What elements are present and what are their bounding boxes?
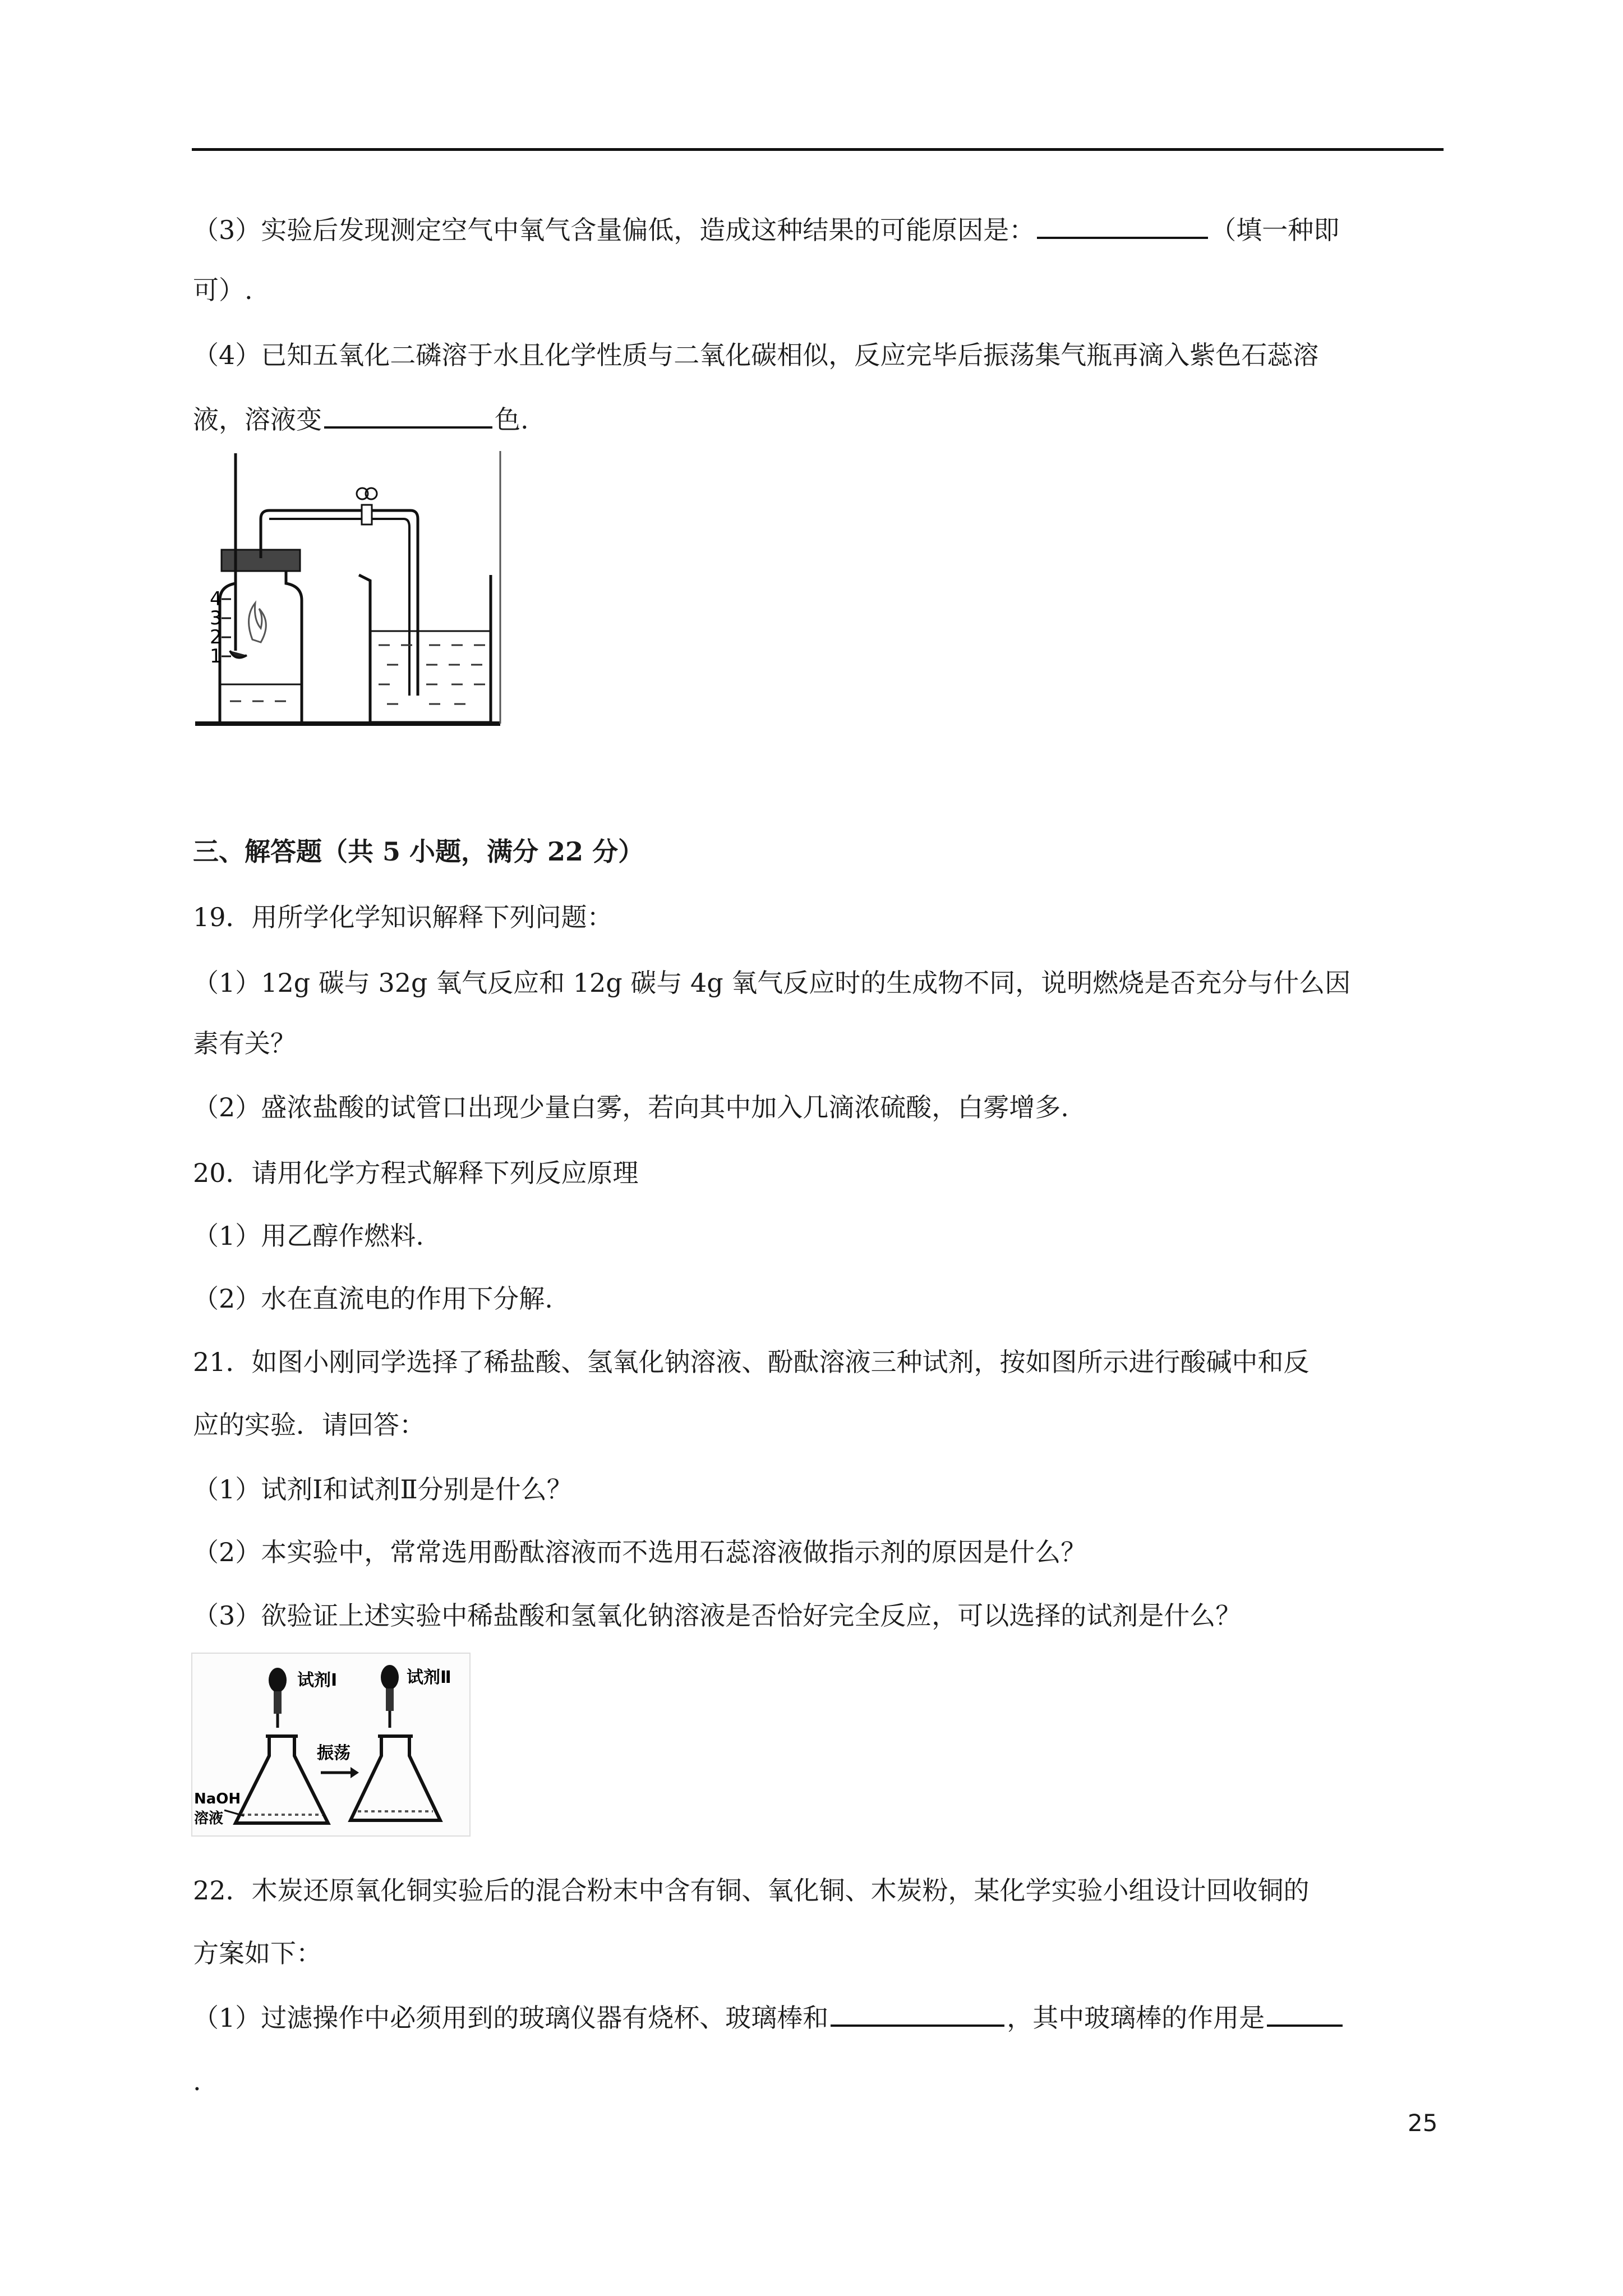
q3-text-b: （填一种即 (1210, 215, 1340, 245)
q4-answer-blank[interactable] (324, 402, 492, 429)
q21-3: （3）欲验证上述实验中稀盐酸和氢氧化钠溶液是否恰好完全反应，可以选择的试剂是什么？ (193, 1600, 1242, 1631)
q22-stem-line1: 22．木炭还原氧化铜实验后的混合粉末中含有铜、氧化铜、木炭粉，某化学实验小组设计回收铜的 (193, 1875, 1310, 1906)
q22-stem-line2: 方案如下： (193, 1938, 322, 1968)
q22-1-text-a: （1）过滤操作中必须用到的玻璃仪器有烧杯、玻璃棒和 (193, 2003, 829, 2033)
q22-1-blank-1[interactable] (831, 2000, 1004, 2027)
scale-4: 4 (210, 588, 222, 610)
q22-1-text-b: ，其中玻璃棒的作用是 (1007, 2003, 1265, 2033)
q19-1-line2: 素有关？ (193, 1028, 296, 1059)
q4-line2 (193, 402, 529, 436)
q20-1: （1）用乙醇作燃料. (193, 1221, 424, 1251)
page-number: 25 (1408, 2109, 1438, 2137)
naoh-label: NaOH (194, 1791, 241, 1807)
solution-label: 溶液 (194, 1810, 224, 1827)
q3-text-a: （3）实验后发现测定空气中氧气含量偏低，造成这种结果的可能原因是： (193, 215, 1035, 245)
oxygen-apparatus-figure (191, 449, 505, 735)
q21-1: （1）试剂Ⅰ和试剂Ⅱ分别是什么？ (193, 1474, 573, 1504)
q4-text-b: 色. (495, 404, 529, 435)
q19-2: （2）盛浓盐酸的试管口出现少量白雾，若向其中加入几滴浓硫酸，白雾增多. (193, 1092, 1069, 1122)
scale-1: 1 (210, 645, 222, 668)
q21-2: （2）本实验中，常常选用酚酞溶液而不选用石蕊溶液做指示剂的原因是什么？ (193, 1537, 1087, 1567)
section-heading: 三、解答题（共 5 小题，满分 22 分） (193, 836, 644, 867)
q3-answer-blank[interactable] (1037, 212, 1208, 239)
q22-1 (193, 2000, 1345, 2035)
q22-1-blank-2[interactable] (1267, 2000, 1343, 2027)
shake-label: 振荡 (317, 1743, 351, 1763)
q21-stem-line2: 应的实验．请回答： (193, 1410, 425, 1440)
jar-scale (222, 599, 231, 656)
scale-2: 2 (210, 626, 222, 648)
q21-stem-line1: 21．如图小刚同学选择了稀盐酸、氢氧化钠溶液、酚酞溶液三种试剂，按如图所示进行酸碱中和反 (193, 1347, 1310, 1377)
scale-3: 3 (210, 607, 222, 629)
header-rule (192, 148, 1444, 151)
q22-1-end: . (193, 2066, 201, 2096)
q3-line1 (193, 212, 1339, 247)
q19-1-line1: （1）12g 碳与 32g 氧气反应和 12g 碳与 4g 氧气反应时的生成物不同，说明燃烧是否充分与什么因 (193, 968, 1351, 998)
q20-2: （2）水在直流电的作用下分解. (193, 1283, 553, 1314)
q20-stem: 20．请用化学方程式解释下列反应原理 (193, 1158, 639, 1188)
reagent2-label: 试剂Ⅱ (407, 1668, 451, 1687)
reagent1-label: 试剂Ⅰ (297, 1671, 338, 1690)
q4-text-a: 液，溶液变 (193, 404, 322, 435)
titration-figure (191, 1652, 471, 1837)
q19-stem: 19．用所学化学知识解释下列问题： (193, 902, 613, 932)
q4-line1: （4）已知五氧化二磷溶于水且化学性质与二氧化碳相似，反应完毕后振荡集气瓶再滴入紫色石蕊溶 (193, 340, 1319, 370)
q3-line2: 可）. (193, 275, 253, 305)
